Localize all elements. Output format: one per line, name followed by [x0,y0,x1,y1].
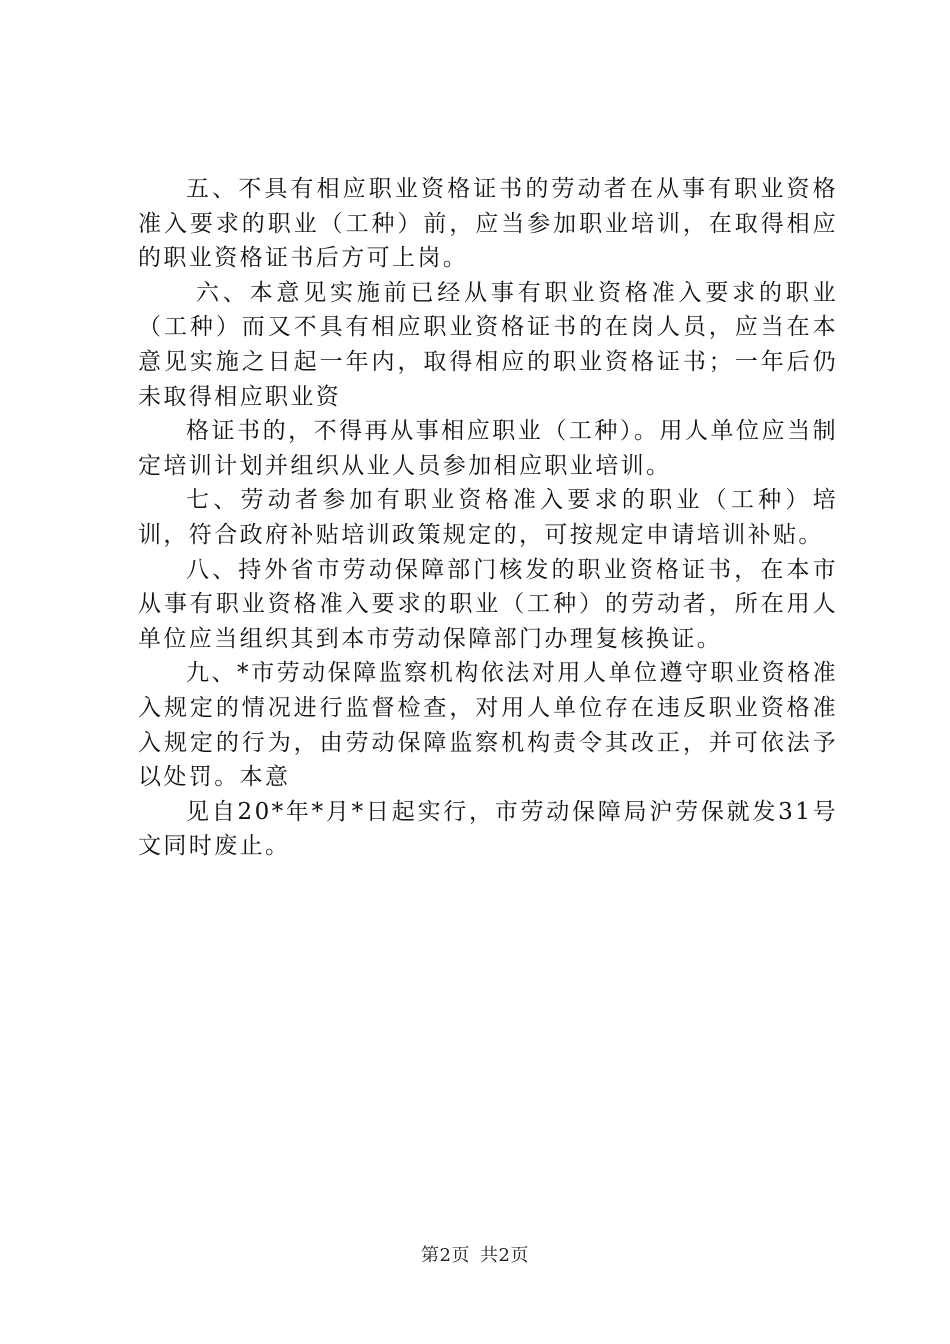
paragraph-9-continued: 见自20*年*月*日起实行，市劳动保障局沪劳保就发31号文同时废止。 [138,798,838,860]
page-footer [0,1241,950,1267]
paragraph-9: 九、*市劳动保障监察机构依法对用人单位遵守职业资格准入规定的情况进行监督检查，对用人单位存在违反职业资格准入规定的行为，由劳动保障监察机构责令其改正，并可依法予以处罚。本意 [138,660,838,791]
paragraph-6: 六、本意见实施前已经从事有职业资格准入要求的职业（工种）而又不具有相应职业资格证书的在岗人员，应当在本意见实施之日起一年内，取得相应的职业资格证书；一年后仍未取得相应职业资 [138,279,838,410]
paragraph-7: 七、劳动者参加有职业资格准入要求的职业（工种）培训，符合政府补贴培训政策规定的，可按规定申请培训补贴。 [138,487,838,548]
paragraph-8: 八、持外省市劳动保障部门核发的职业资格证书，在本市从事有职业资格准入要求的职业（工种）的劳动者，所在用人单位应当组织其到本市劳动保障部门办理复核换证。 [138,556,838,652]
paragraph-6-continued: 格证书的，不得再从事相应职业（工种）。用人单位应当制定培训计划并组织从业人员参加相应职业培训。 [138,418,838,479]
paragraph-5: 五、不具有相应职业资格证书的劳动者在从事有职业资格准入要求的职业（工种）前，应当参加职业培训，在取得相应的职业资格证书后方可上岗。 [138,176,838,272]
page-total: 共2页 [480,1245,529,1266]
document-body [138,172,838,864]
page-number: 第2页 [421,1245,470,1266]
